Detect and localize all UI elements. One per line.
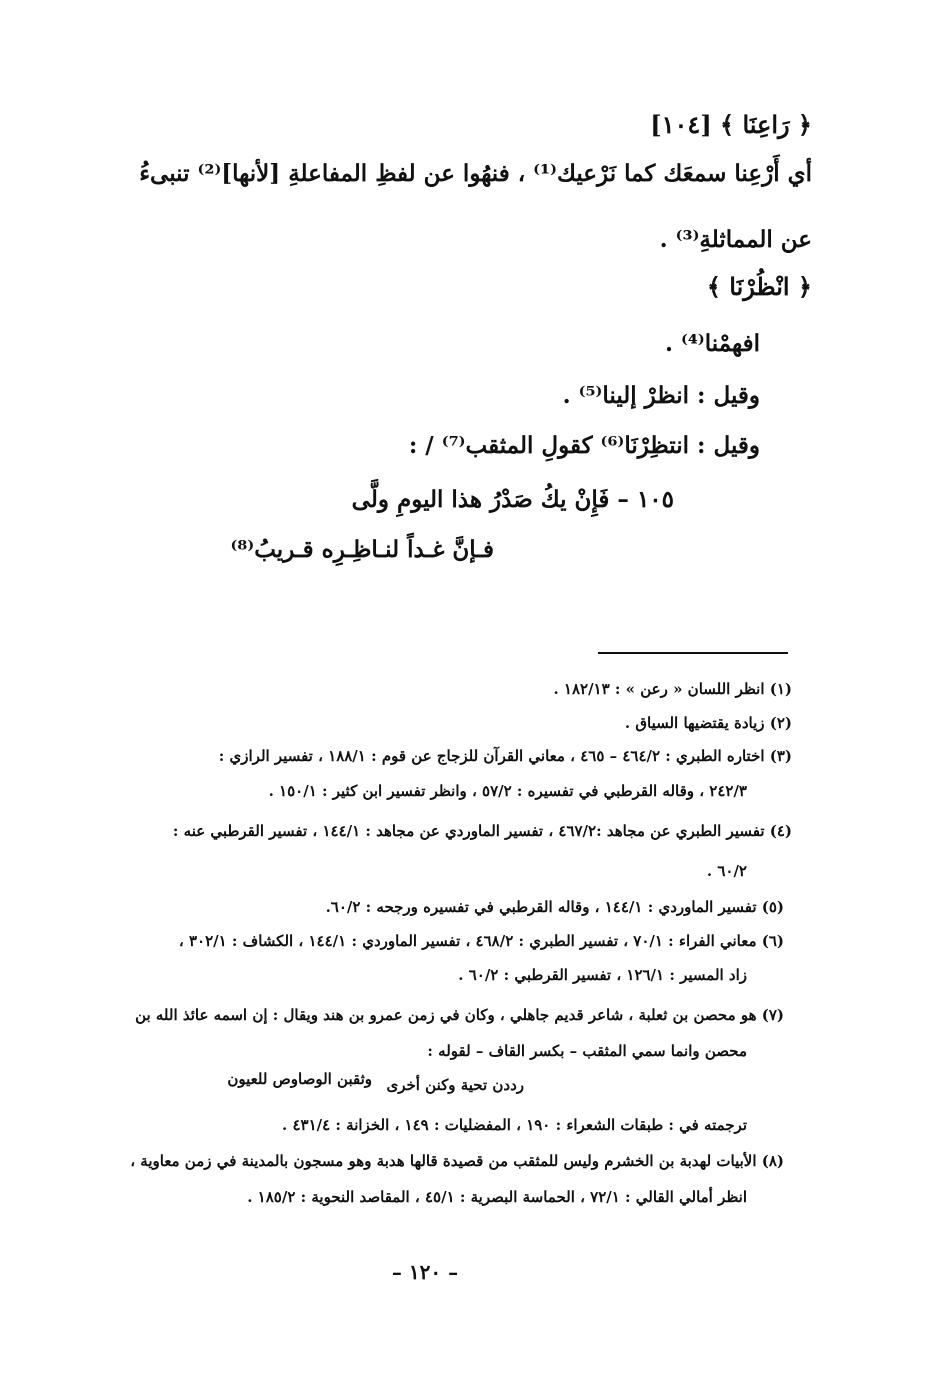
body-line-2: عن المماثلةِ⁽³⁾ . <box>659 226 812 253</box>
body-line-4: وقيل : انظرْ إلينا⁽⁵⁾ . <box>562 382 760 409</box>
footnote-8-line-2: انظر أمالي القالي : ٧٢/١ ، الحماسة البصرية : ٤٥/١ ، المقاصد النحوية : ١٨٥/٢ . <box>247 1188 747 1206</box>
footnote-3-line-2: ٢٤٢/٣ ، وقاله القرطبي في تفسيره : ٥٧/٢ ، وانظر تفسير ابن كثير : ١٥٠/١ . <box>268 782 747 800</box>
verse-line-1: ١٠٥ – فَإِنْ يكُ صَدْرُ هذا اليومِ ولَّى <box>351 486 674 513</box>
footnote-7-line-2: محصن وانما سمي المثقب – بكسر القاف – لقوله : <box>427 1042 747 1060</box>
footnote-6-line-2: زاد المسير : ١٢٦/١ ، تفسير القرطبي : ٦٠/٢ . <box>458 966 747 984</box>
footnote-7-line-1: (٧) هو محصن بن ثعلبة ، شاعر قديم جاهلي ، وكان في زمن عمرو بن هند ويقال : إن اسمه عائذ الله بن <box>135 1006 784 1024</box>
footnote-4-line-1: (٤) تفسير الطبري عن مجاهد :٤٦٧/٢ ، تفسير الماوردي عن مجاهد : ١٤٤/١ ، تفسير القرطبي عنه : <box>172 822 792 840</box>
heading-unzurna: ﴿ انْظُرْنَا ﴾ <box>706 272 812 301</box>
footnote-2: (٢) زيادة يقتضيها السياق . <box>624 714 792 732</box>
footnote-4-line-2: ٦٠/٢ . <box>706 862 747 880</box>
heading-raina: ﴿ رَاعِنَا ﴾ [١٠٤] <box>650 110 812 139</box>
footnote-1: (١) انظر اللسان « رعن » : ١٨٢/١٣ . <box>553 680 792 698</box>
footnote-8-line-1: (٨) الأبيات لهدبة بن الخشرم وليس للمثقب من قصيدة قالها هدبة وهو مسجون بالمدينة في زمن معاوية ، <box>130 1152 784 1170</box>
footnote-divider <box>598 652 788 654</box>
footnote-6-line-1: (٦) معاني الفراء : ٧٠/١ ، تفسير الطبري : ٤٦٨/٢ ، تفسير الماوردي : ١٤٤/١ ، الكشاف : ٣٠٢/١ ، <box>178 932 784 950</box>
body-line-3: افهمْنا⁽⁴⁾ . <box>664 330 760 357</box>
page-number: – ١٢٠ – <box>391 1260 459 1284</box>
verse-line-2: فـإنَّ غـداً لنـاظِـرِه قـريبُ⁽⁸⁾ <box>230 536 494 563</box>
body-line-1: أي أَرْعِنا سمعَك كما نَرْعيك⁽¹⁾ ، فنهُوا عن لفظِ المفاعلةِ [لأنها]⁽²⁾ تنبىءُ <box>139 160 812 187</box>
footnote-5: (٥) تفسير الماوردي : ١٤٤/١ ، وقاله القرطبي في تفسيره ورجحه : ٦٠/٢. <box>325 898 784 916</box>
footnote-3-line-1: (٣) اختاره الطبري : ٤٦٤/٢ – ٤٦٥ ، معاني القرآن للزجاج عن قوم : ١٨٨/١ ، تفسير الرازي : <box>218 747 792 765</box>
footnote-7-line-3: ترجمته في : طبقات الشعراء : ١٩٠ ، المفضليات : ١٤٩ ، الخزانة : ٤٣١/٤ . <box>282 1116 747 1134</box>
footnote-7-verse-left: وثقبن الوصاوص للعيون <box>227 1070 372 1088</box>
footnote-7-verse-right: رددن تحية وكنن أخرى <box>386 1076 524 1094</box>
body-line-5: وقيل : انتظِرْنَا⁽⁶⁾ كقولِ المثقب⁽⁷⁾ / : <box>408 432 760 459</box>
